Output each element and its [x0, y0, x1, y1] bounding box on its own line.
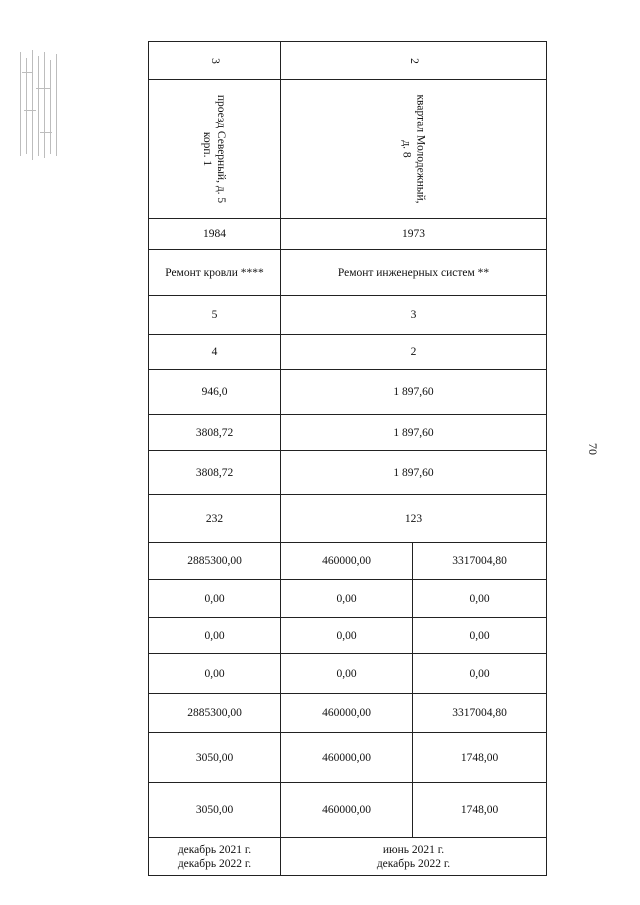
table-row [149, 580, 547, 618]
unit-limit-c2: 460000,00 [281, 783, 413, 838]
table-row [149, 219, 547, 250]
unit-cost-c3: 1748,00 [413, 733, 547, 783]
unit-cost-c1: 3050,00 [149, 733, 281, 783]
fund-1-c2: 0,00 [281, 580, 413, 618]
table-row [149, 370, 547, 415]
column-number-right: 2 [281, 42, 547, 80]
cost-total-c1: 2885300,00 [149, 543, 281, 580]
table-row [149, 618, 547, 654]
table-row [149, 335, 547, 370]
area-b-right: 1 897,60 [281, 451, 547, 495]
table-row [149, 415, 547, 451]
year-right: 1973 [281, 219, 547, 250]
table-row [149, 694, 547, 733]
table-row [149, 543, 547, 580]
fund-4-c2: 460000,00 [281, 694, 413, 733]
fund-1-c3: 0,00 [413, 580, 547, 618]
cost-total-c2: 460000,00 [281, 543, 413, 580]
floors-left: 5 [149, 296, 281, 335]
fund-3-c1: 0,00 [149, 654, 281, 694]
page-number: 70 [586, 443, 600, 455]
period-left: декабрь 2021 г. декабрь 2022 г. [149, 838, 281, 876]
residents-left: 232 [149, 495, 281, 543]
table-row [149, 654, 547, 694]
table-row [149, 80, 547, 219]
address-right: квартал Молодежный, д. 8 [281, 80, 547, 219]
table-row [149, 733, 547, 783]
fund-2-c1: 0,00 [149, 618, 281, 654]
data-table [148, 41, 547, 876]
period-right: июнь 2021 г. декабрь 2022 г. [281, 838, 547, 876]
cost-total-c3: 3317004,80 [413, 543, 547, 580]
area-total-right: 1 897,60 [281, 370, 547, 415]
table-row [149, 783, 547, 838]
fund-3-c3: 0,00 [413, 654, 547, 694]
year-left: 1984 [149, 219, 281, 250]
area-total-left: 946,0 [149, 370, 281, 415]
address-left: проезд Северный, д. 5 корп. 1 [149, 80, 281, 219]
work-type-left: Ремонт кровли **** [149, 250, 281, 296]
unit-limit-c1: 3050,00 [149, 783, 281, 838]
table-row [149, 42, 547, 80]
area-a-left: 3808,72 [149, 415, 281, 451]
area-b-left: 3808,72 [149, 451, 281, 495]
table-row [149, 296, 547, 335]
table-row [149, 250, 547, 296]
table-row [149, 451, 547, 495]
fund-3-c2: 0,00 [281, 654, 413, 694]
unit-limit-c3: 1748,00 [413, 783, 547, 838]
entrances-left: 4 [149, 335, 281, 370]
area-a-right: 1 897,60 [281, 415, 547, 451]
floors-right: 3 [281, 296, 547, 335]
entrances-right: 2 [281, 335, 547, 370]
column-number-left: 3 [149, 42, 281, 80]
fund-2-c3: 0,00 [413, 618, 547, 654]
faded-stamp [18, 48, 60, 164]
fund-4-c1: 2885300,00 [149, 694, 281, 733]
fund-4-c3: 3317004,80 [413, 694, 547, 733]
fund-1-c1: 0,00 [149, 580, 281, 618]
fund-2-c2: 0,00 [281, 618, 413, 654]
unit-cost-c2: 460000,00 [281, 733, 413, 783]
residents-right: 123 [281, 495, 547, 543]
table-row [149, 838, 547, 876]
table-row [149, 495, 547, 543]
work-type-right: Ремонт инженерных систем ** [281, 250, 547, 296]
